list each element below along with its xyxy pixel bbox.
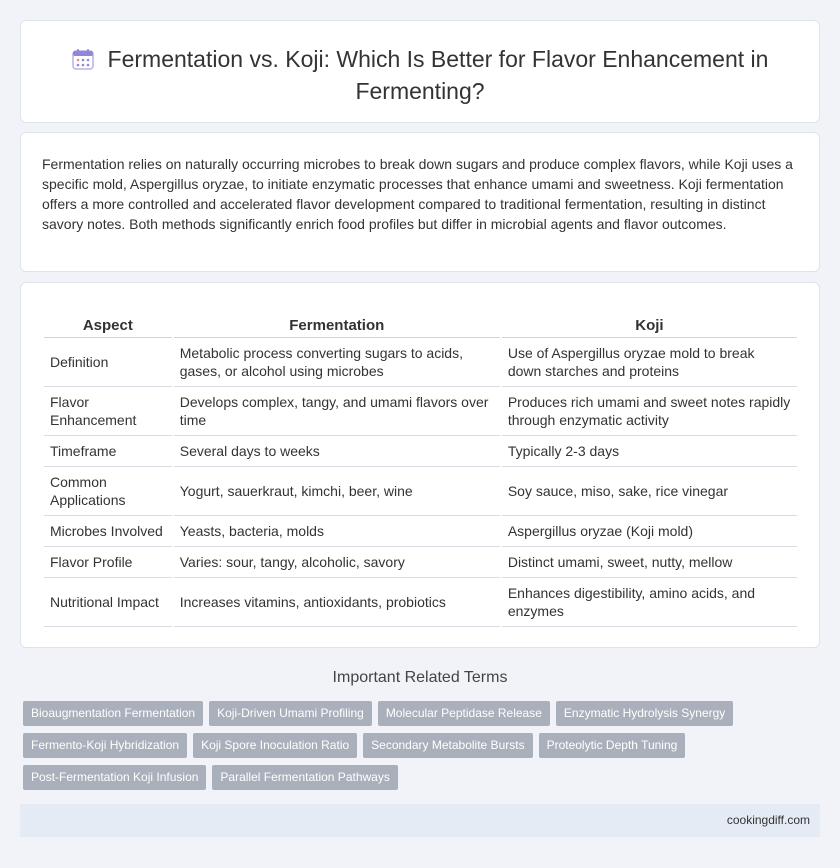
table-cell-koji: Produces rich umami and sweet notes rapidly through enzymatic activity: [502, 387, 797, 436]
table-cell-aspect: Flavor Profile: [44, 547, 172, 578]
table-cell-fermentation: Several days to weeks: [174, 436, 500, 467]
related-term-tag[interactable]: Bioaugmentation Fermentation: [23, 701, 203, 726]
intro-card: [20, 132, 820, 272]
table-row: [44, 436, 797, 467]
related-term-tag[interactable]: Secondary Metabolite Bursts: [363, 733, 532, 758]
related-term-tag[interactable]: Post-Fermentation Koji Infusion: [23, 765, 206, 790]
related-terms-list: [23, 701, 813, 790]
related-term-tag[interactable]: Fermento-Koji Hybridization: [23, 733, 187, 758]
table-cell-aspect: Flavor Enhancement: [44, 387, 172, 436]
table-cell-aspect: Definition: [44, 338, 172, 387]
table-row: [44, 467, 797, 516]
header-aspect: Aspect: [44, 313, 172, 338]
table-cell-aspect: Common Applications: [44, 467, 172, 516]
table-cell-aspect: Timeframe: [44, 436, 172, 467]
header-fermentation: Fermentation: [174, 313, 500, 338]
table-cell-fermentation: Increases vitamins, antioxidants, probiotics: [174, 578, 500, 627]
related-term-tag[interactable]: Enzymatic Hydrolysis Synergy: [556, 701, 733, 726]
table-cell-koji: Soy sauce, miso, sake, rice vinegar: [502, 467, 797, 516]
table-row: [44, 516, 797, 547]
table-row: [44, 578, 797, 627]
table-cell-aspect: Nutritional Impact: [44, 578, 172, 627]
table-cell-fermentation: Yeasts, bacteria, molds: [174, 516, 500, 547]
table-row: [44, 547, 797, 578]
intro-text: Fermentation relies on naturally occurring microbes to break down sugars and produce complex flavors, while Koji uses a specific mold, Aspergillus oryzae, to initiate enzymatic processes that enhance umami and sweetness. Koji fermentation offers a more controlled and accelerated flavor development compared to traditional fermentation, resulting in distinct savory notes. Both methods significantly enrich food profiles but differ in microbial agents and flavor outcomes.: [42, 156, 793, 232]
footer-site-link[interactable]: cookingdiff.com: [726, 813, 810, 827]
table-header-row: [44, 313, 797, 338]
table-cell-koji: Distinct umami, sweet, nutty, mellow: [502, 547, 797, 578]
calendar-icon: [72, 48, 94, 77]
comparison-card: [20, 282, 820, 648]
comparison-table: [42, 313, 799, 627]
table-cell-fermentation: Metabolic process converting sugars to acids, gases, or alcohol using microbes: [174, 338, 500, 387]
table-cell-koji: Typically 2-3 days: [502, 436, 797, 467]
table-row: [44, 387, 797, 436]
table-cell-koji: Use of Aspergillus oryzae mold to break down starches and proteins: [502, 338, 797, 387]
table-cell-fermentation: Develops complex, tangy, and umami flavors over time: [174, 387, 500, 436]
table-cell-fermentation: Varies: sour, tangy, alcoholic, savory: [174, 547, 500, 578]
table-cell-aspect: Microbes Involved: [44, 516, 172, 547]
related-term-tag[interactable]: Molecular Peptidase Release: [378, 701, 550, 726]
title-card: [20, 20, 820, 123]
related-term-tag[interactable]: Proteolytic Depth Tuning: [539, 733, 686, 758]
related-terms-title: Important Related Terms: [332, 669, 508, 686]
header-koji: Koji: [502, 313, 797, 338]
table-cell-koji: Aspergillus oryzae (Koji mold): [502, 516, 797, 547]
related-term-tag[interactable]: Koji Spore Inoculation Ratio: [193, 733, 357, 758]
related-term-tag[interactable]: Koji-Driven Umami Profiling: [209, 701, 372, 726]
table-row: [44, 338, 797, 387]
page-title-wrap: [61, 45, 779, 106]
footer: [20, 804, 820, 837]
table-cell-fermentation: Yogurt, sauerkraut, kimchi, beer, wine: [174, 467, 500, 516]
table-cell-koji: Enhances digestibility, amino acids, and enzymes: [502, 578, 797, 627]
related-term-tag[interactable]: Parallel Fermentation Pathways: [212, 765, 397, 790]
page-title: Fermentation vs. Koji: Which Is Better for Flavor Enhancement in Fermenting?: [107, 46, 769, 104]
